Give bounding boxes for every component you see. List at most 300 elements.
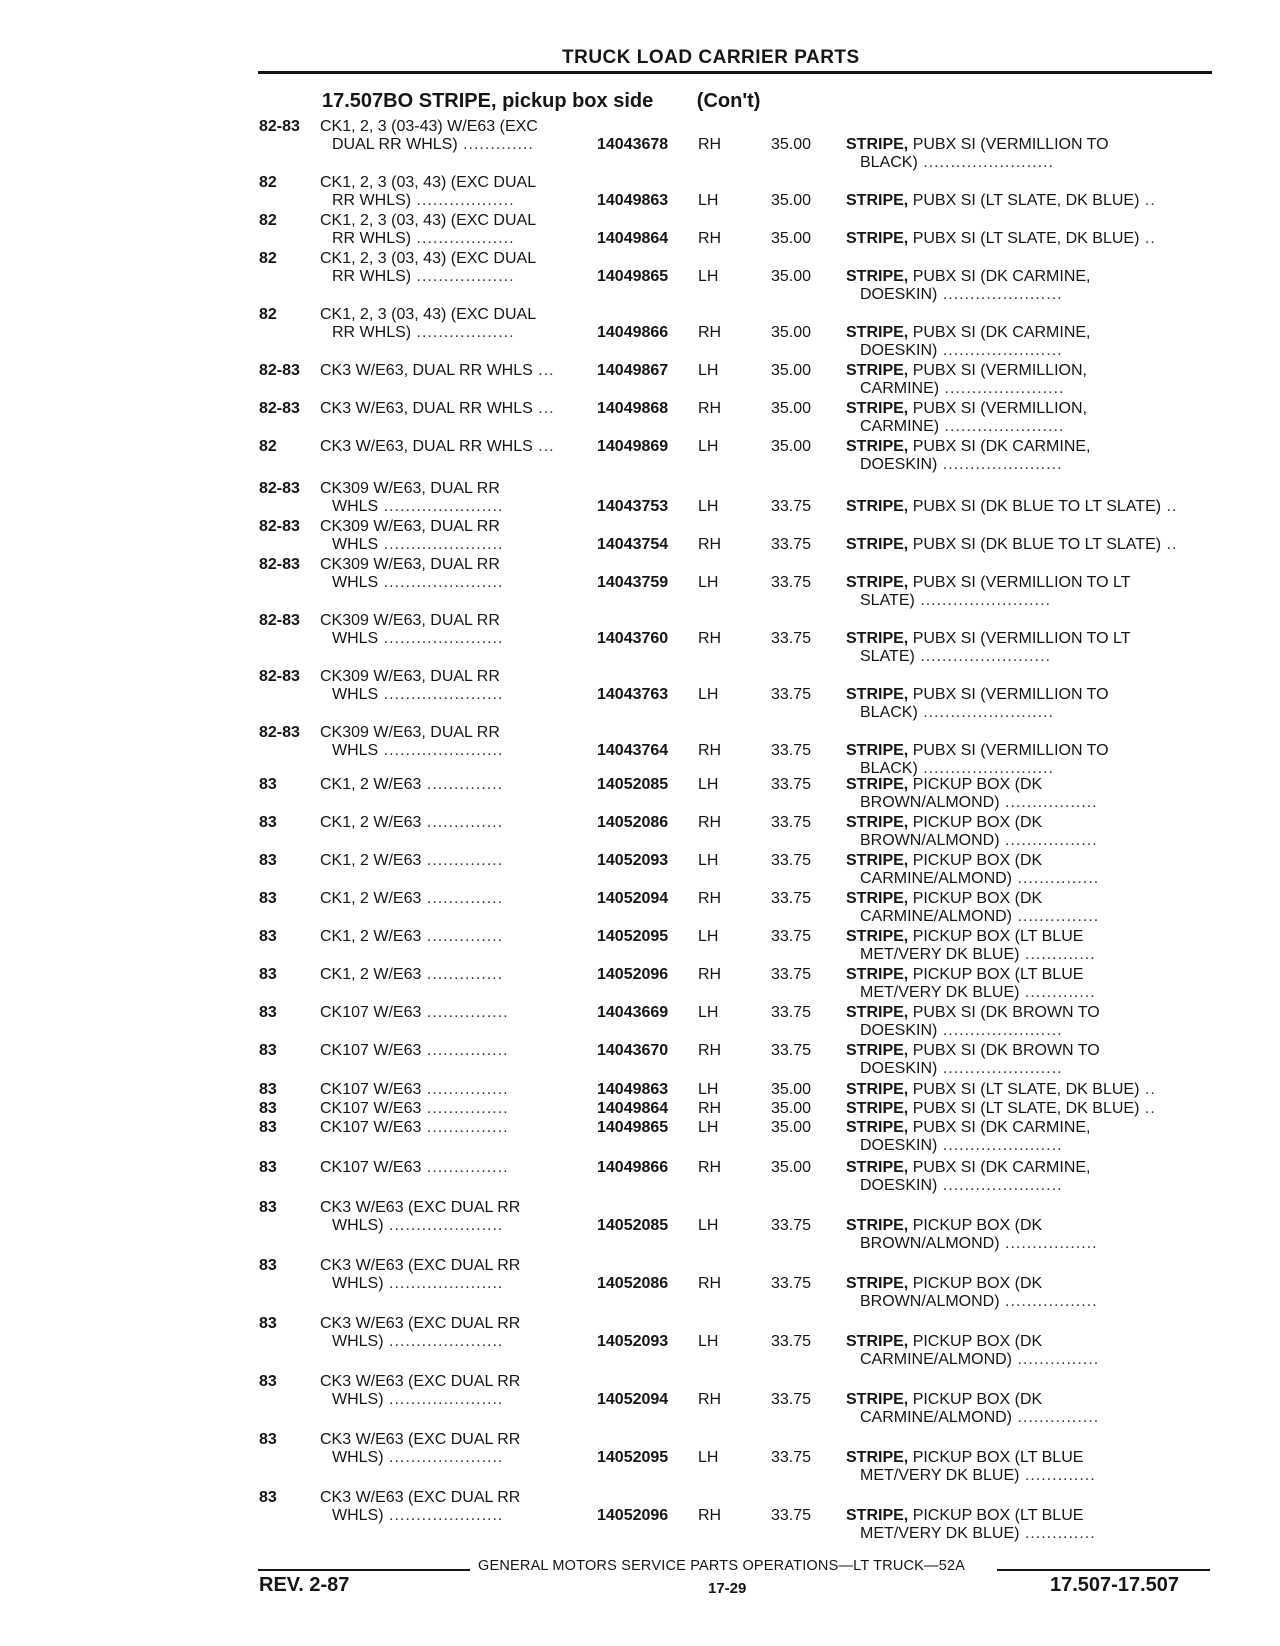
application-line: WHLS)	[332, 1507, 384, 1524]
description-line: MET/VERY DK BLUE)	[860, 984, 1020, 1001]
description-line: BROWN/ALMOND)	[860, 1293, 1000, 1310]
leader-dots: ..	[1139, 1081, 1156, 1098]
price: 33.75	[771, 1217, 812, 1234]
part-number: 14052086	[597, 814, 669, 831]
table-row	[0, 1489, 1280, 1542]
description-keyword: STRIPE,	[846, 362, 909, 379]
application	[320, 966, 584, 984]
price: 33.75	[771, 1507, 812, 1524]
model-year: 82	[259, 306, 277, 323]
price: 33.75	[771, 742, 812, 759]
side-code: LH	[698, 928, 719, 945]
description-line: PUBX SI (LT SLATE, DK BLUE)	[912, 1081, 1140, 1098]
application	[320, 612, 584, 648]
model-year: 82-83	[259, 518, 300, 535]
application-line: CK1, 2 W/E63	[320, 966, 422, 983]
price: 33.75	[771, 966, 812, 983]
price: 33.75	[771, 1004, 812, 1021]
leader-dots: ..	[1139, 192, 1156, 209]
description-line: MET/VERY DK BLUE)	[860, 946, 1020, 963]
leader-dots: ...............	[421, 1159, 509, 1176]
page-title: TRUCK LOAD CARRIER PARTS	[562, 47, 860, 68]
description	[846, 1507, 1212, 1543]
model-year: 83	[259, 1315, 277, 1332]
description-line: PICKUP BOX (DK	[912, 1333, 1043, 1350]
application	[320, 1100, 584, 1118]
table-row	[0, 250, 1280, 303]
application-line: WHLS)	[332, 1449, 384, 1466]
description-keyword: STRIPE,	[846, 1391, 909, 1408]
leader-dots: .............	[1019, 946, 1096, 963]
description-line: PUBX SI (DK CARMINE,	[912, 1119, 1091, 1136]
leader-dots: ......................	[939, 380, 1065, 397]
application-line: WHLS)	[332, 1275, 384, 1292]
application	[320, 1489, 584, 1525]
side-code: LH	[698, 686, 719, 703]
application-line: WHLS)	[332, 1391, 384, 1408]
description	[846, 1119, 1212, 1155]
application-line: CK1, 2 W/E63	[320, 852, 422, 869]
description-keyword: STRIPE,	[846, 966, 909, 983]
leader-dots: ..............	[421, 814, 504, 831]
price: 35.00	[771, 324, 812, 341]
application-line: WHLS	[332, 686, 379, 703]
table-row	[0, 1431, 1280, 1484]
side-code: RH	[698, 890, 722, 907]
model-year: 82-83	[259, 118, 300, 135]
application-line: CK3 W/E63 (EXC DUAL RR	[320, 1257, 521, 1274]
continued-label: (Con't)	[696, 90, 761, 112]
description-keyword: STRIPE,	[846, 1119, 909, 1136]
application-line: CK1, 2, 3 (03, 43) (EXC DUAL	[320, 174, 537, 191]
description	[846, 890, 1212, 926]
model-year: 83	[259, 1199, 277, 1216]
part-number: 14049865	[597, 268, 669, 285]
leader-dots: ...............	[1012, 870, 1100, 887]
model-year: 83	[259, 1257, 277, 1274]
application-line: CK3 W/E63, DUAL RR WHLS	[320, 400, 533, 417]
side-code: RH	[698, 742, 722, 759]
description-line: PICKUP BOX (DK	[912, 1275, 1043, 1292]
table-row	[0, 668, 1280, 721]
description-keyword: STRIPE,	[846, 574, 909, 591]
description-line: DOESKIN)	[860, 286, 938, 303]
side-code: RH	[698, 1275, 722, 1292]
table-row	[0, 1257, 1280, 1310]
model-year: 83	[259, 1042, 277, 1059]
application-line: CK309 W/E63, DUAL RR	[320, 556, 500, 573]
side-code: LH	[698, 362, 719, 379]
leader-dots: ...............	[1012, 1351, 1100, 1368]
description-line: PICKUP BOX (LT BLUE	[912, 928, 1084, 945]
application	[320, 518, 584, 554]
application	[320, 852, 584, 870]
side-code: LH	[698, 1004, 719, 1021]
description-line: SLATE)	[860, 648, 915, 665]
description-keyword: STRIPE,	[846, 776, 909, 793]
description-keyword: STRIPE,	[846, 890, 909, 907]
part-number: 14049868	[597, 400, 669, 417]
description-line: BLACK)	[860, 760, 918, 777]
description-line: PUBX SI (DK BLUE TO LT SLATE)	[912, 498, 1162, 515]
description-line: PUBX SI (DK BROWN TO	[912, 1004, 1100, 1021]
description-keyword: STRIPE,	[846, 1042, 909, 1059]
description	[846, 400, 1212, 436]
model-year: 83	[259, 852, 277, 869]
model-year: 83	[259, 776, 277, 793]
description-line: MET/VERY DK BLUE)	[860, 1467, 1020, 1484]
description-line: PICKUP BOX (LT BLUE	[912, 1507, 1084, 1524]
application-line: WHLS	[332, 536, 379, 553]
price: 33.75	[771, 574, 812, 591]
description-keyword: STRIPE,	[846, 1333, 909, 1350]
leader-dots: .....................	[383, 1275, 504, 1292]
application	[320, 1159, 584, 1177]
description	[846, 498, 1212, 516]
description-keyword: STRIPE,	[846, 1217, 909, 1234]
side-code: RH	[698, 400, 722, 417]
part-number: 14052085	[597, 776, 669, 793]
leader-dots: .....................	[383, 1507, 504, 1524]
price: 33.75	[771, 498, 812, 515]
application	[320, 776, 584, 794]
leader-dots: .................	[999, 794, 1098, 811]
leader-dots: ..............	[421, 890, 504, 907]
side-code: LH	[698, 1119, 719, 1136]
model-year: 83	[259, 1119, 277, 1136]
description	[846, 136, 1212, 172]
application	[320, 480, 584, 516]
part-number: 14052095	[597, 928, 669, 945]
description-line: BROWN/ALMOND)	[860, 794, 1000, 811]
description-line: PUBX SI (VERMILLION TO	[912, 686, 1109, 703]
description-line: BROWN/ALMOND)	[860, 832, 1000, 849]
application-line: RR WHLS)	[332, 230, 412, 247]
leader-dots: ......................	[937, 286, 1063, 303]
description-line: PUBX SI (DK CARMINE,	[912, 438, 1091, 455]
description-line: BLACK)	[860, 154, 918, 171]
description	[846, 268, 1212, 304]
description	[846, 1159, 1212, 1195]
description-line: PICKUP BOX (DK	[912, 814, 1043, 831]
side-code: LH	[698, 1449, 719, 1466]
price: 33.75	[771, 630, 812, 647]
model-year: 82-83	[259, 612, 300, 629]
description	[846, 1217, 1212, 1253]
application	[320, 668, 584, 704]
application-line: WHLS	[332, 630, 379, 647]
description-line: PUBX SI (VERMILLION TO LT	[912, 630, 1131, 647]
table-row	[0, 1315, 1280, 1368]
description-keyword: STRIPE,	[846, 438, 909, 455]
leader-dots: ..	[1139, 230, 1156, 247]
leader-dots: ..............	[421, 966, 504, 983]
description-line: PUBX SI (VERMILLION TO	[912, 742, 1109, 759]
model-year: 83	[259, 1100, 277, 1117]
description-line: PUBX SI (DK CARMINE,	[912, 324, 1091, 341]
price: 35.00	[771, 362, 812, 379]
section-name: STRIPE, pickup box side	[418, 90, 654, 112]
price: 35.00	[771, 1119, 812, 1136]
price: 35.00	[771, 1081, 812, 1098]
side-code: RH	[698, 536, 722, 553]
price: 33.75	[771, 1275, 812, 1292]
description	[846, 1391, 1212, 1427]
application	[320, 438, 584, 456]
leader-dots: .....................	[383, 1217, 504, 1234]
leader-dots: ......................	[378, 574, 504, 591]
description-keyword: STRIPE,	[846, 630, 909, 647]
description	[846, 1275, 1212, 1311]
description-keyword: STRIPE,	[846, 1507, 909, 1524]
part-number: 14043759	[597, 574, 669, 591]
description-line: PUBX SI (VERMILLION TO	[912, 136, 1109, 153]
leader-dots: ...............	[421, 1081, 509, 1098]
application-line: CK309 W/E63, DUAL RR	[320, 668, 500, 685]
description-line: SLATE)	[860, 592, 915, 609]
application	[320, 212, 584, 248]
model-year: 82	[259, 212, 277, 229]
application-line: WHLS)	[332, 1217, 384, 1234]
description-keyword: STRIPE,	[846, 1159, 909, 1176]
side-code: LH	[698, 1081, 719, 1098]
side-code: LH	[698, 438, 719, 455]
leader-dots: ...............	[1012, 908, 1100, 925]
application	[320, 400, 584, 418]
price: 35.00	[771, 400, 812, 417]
leader-dots: ........................	[917, 154, 1054, 171]
description-line: DOESKIN)	[860, 342, 938, 359]
model-year: 82-83	[259, 480, 300, 497]
description-keyword: STRIPE,	[846, 136, 909, 153]
side-code: RH	[698, 1159, 722, 1176]
leader-dots: ...	[532, 438, 555, 455]
price: 33.75	[771, 1333, 812, 1350]
description-line: PUBX SI (DK BROWN TO	[912, 1042, 1100, 1059]
description	[846, 776, 1212, 812]
leader-dots: ...	[532, 362, 555, 379]
price: 35.00	[771, 1100, 812, 1117]
table-row	[0, 724, 1280, 777]
application	[320, 362, 584, 380]
leader-dots: ...............	[421, 1004, 509, 1021]
footer-rule-right	[997, 1569, 1210, 1571]
side-code: LH	[698, 574, 719, 591]
leader-dots: ...............	[421, 1100, 509, 1117]
side-code: RH	[698, 230, 722, 247]
footer-page-number: 17-29	[708, 1580, 747, 1597]
side-code: LH	[698, 1333, 719, 1350]
part-number: 14052086	[597, 1275, 669, 1292]
application	[320, 1081, 584, 1099]
leader-dots: ..............	[421, 928, 504, 945]
part-number: 14052095	[597, 1449, 669, 1466]
description-line: DOESKIN)	[860, 1177, 938, 1194]
part-number: 14043754	[597, 536, 669, 553]
price: 35.00	[771, 268, 812, 285]
model-year: 82-83	[259, 724, 300, 741]
leader-dots: ........................	[914, 592, 1051, 609]
description	[846, 324, 1212, 360]
model-year: 83	[259, 1081, 277, 1098]
description-line: MET/VERY DK BLUE)	[860, 1525, 1020, 1542]
description	[846, 686, 1212, 722]
leader-dots: ...	[532, 400, 555, 417]
price: 35.00	[771, 136, 812, 153]
description	[846, 438, 1212, 474]
description-line: DOESKIN)	[860, 1137, 938, 1154]
description-line: PUBX SI (DK CARMINE,	[912, 268, 1091, 285]
side-code: LH	[698, 776, 719, 793]
part-number: 14052093	[597, 1333, 669, 1350]
description-line: PUBX SI (DK CARMINE,	[912, 1159, 1091, 1176]
model-year: 82-83	[259, 400, 300, 417]
price: 35.00	[771, 438, 812, 455]
application-line: CK309 W/E63, DUAL RR	[320, 480, 500, 497]
description-line: PICKUP BOX (DK	[912, 1391, 1043, 1408]
price: 33.75	[771, 890, 812, 907]
description	[846, 362, 1212, 398]
application-line: CK1, 2, 3 (03, 43) (EXC DUAL	[320, 250, 537, 267]
description	[846, 230, 1212, 248]
application-line: CK3 W/E63, DUAL RR WHLS	[320, 438, 533, 455]
description-line: BLACK)	[860, 704, 918, 721]
description-keyword: STRIPE,	[846, 686, 909, 703]
price: 35.00	[771, 230, 812, 247]
model-year: 83	[259, 1373, 277, 1390]
leader-dots: .....................	[383, 1449, 504, 1466]
leader-dots: ......................	[378, 536, 504, 553]
application-line: WHLS	[332, 498, 379, 515]
part-number: 14043753	[597, 498, 669, 515]
price: 33.75	[771, 852, 812, 869]
section-number: 17.507BO	[322, 90, 414, 112]
part-number: 14049863	[597, 192, 669, 209]
part-number: 14052085	[597, 1217, 669, 1234]
description	[846, 1333, 1212, 1369]
description	[846, 966, 1212, 1002]
table-row	[0, 118, 1280, 171]
leader-dots: ........................	[917, 760, 1054, 777]
part-number: 14049866	[597, 1159, 669, 1176]
leader-dots: ........................	[917, 704, 1054, 721]
table-row	[0, 438, 1280, 482]
application	[320, 556, 584, 592]
application-line: CK309 W/E63, DUAL RR	[320, 724, 500, 741]
description-line: DOESKIN)	[860, 1060, 938, 1077]
leader-dots: ......................	[937, 342, 1063, 359]
application-line: WHLS	[332, 574, 379, 591]
description	[846, 814, 1212, 850]
price: 33.75	[771, 1449, 812, 1466]
application	[320, 1004, 584, 1022]
table-row	[0, 1199, 1280, 1252]
application-line: CK309 W/E63, DUAL RR	[320, 518, 500, 535]
table-row	[0, 1159, 1280, 1203]
description-line: PUBX SI (LT SLATE, DK BLUE)	[912, 192, 1140, 209]
description-line: PICKUP BOX (LT BLUE	[912, 1449, 1084, 1466]
price: 35.00	[771, 192, 812, 209]
description-keyword: STRIPE,	[846, 1081, 909, 1098]
application	[320, 118, 584, 154]
part-number: 14052094	[597, 1391, 669, 1408]
description-keyword: STRIPE,	[846, 1004, 909, 1021]
description-keyword: STRIPE,	[846, 230, 909, 247]
table-row	[0, 556, 1280, 609]
model-year: 83	[259, 1004, 277, 1021]
description-line: CARMINE/ALMOND)	[860, 870, 1013, 887]
application-line: CK3 W/E63 (EXC DUAL RR	[320, 1431, 521, 1448]
side-code: RH	[698, 324, 722, 341]
application-line: WHLS	[332, 742, 379, 759]
leader-dots: ..................	[411, 230, 515, 247]
model-year: 83	[259, 890, 277, 907]
side-code: LH	[698, 852, 719, 869]
leader-dots: ...............	[1012, 1409, 1100, 1426]
description-keyword: STRIPE,	[846, 498, 909, 515]
model-year: 83	[259, 1431, 277, 1448]
price: 33.75	[771, 814, 812, 831]
description-keyword: STRIPE,	[846, 928, 909, 945]
leader-dots: .................	[999, 1293, 1098, 1310]
application-line: CK1, 2, 3 (03, 43) (EXC DUAL	[320, 212, 537, 229]
leader-dots: ..................	[411, 192, 515, 209]
description-line: DOESKIN)	[860, 456, 938, 473]
description-keyword: STRIPE,	[846, 268, 909, 285]
description-line: CARMINE)	[860, 418, 940, 435]
leader-dots: ......................	[378, 630, 504, 647]
leader-dots: ......................	[937, 1022, 1063, 1039]
description-line: PICKUP BOX (DK	[912, 890, 1043, 907]
leader-dots: ..................	[411, 324, 515, 341]
description-keyword: STRIPE,	[846, 400, 909, 417]
description-keyword: STRIPE,	[846, 742, 909, 759]
application-line: CK1, 2, 3 (03-43) W/E63 (EXC	[320, 118, 538, 135]
leader-dots: .............	[457, 136, 534, 153]
table-row	[0, 306, 1280, 359]
price: 33.75	[771, 928, 812, 945]
application	[320, 1315, 584, 1351]
part-number: 14052094	[597, 890, 669, 907]
leader-dots: ......................	[937, 1060, 1063, 1077]
leader-dots: ......................	[937, 456, 1063, 473]
model-year: 83	[259, 1489, 277, 1506]
application-line: CK107 W/E63	[320, 1042, 422, 1059]
model-year: 83	[259, 814, 277, 831]
table-row	[0, 612, 1280, 665]
application	[320, 890, 584, 908]
description	[846, 1449, 1212, 1485]
description-line: CARMINE/ALMOND)	[860, 908, 1013, 925]
leader-dots: ......................	[939, 418, 1065, 435]
description-line: DOESKIN)	[860, 1022, 938, 1039]
leader-dots: .............	[1019, 1525, 1096, 1542]
part-number: 14043763	[597, 686, 669, 703]
part-number: 14043670	[597, 1042, 669, 1059]
part-number: 14052093	[597, 852, 669, 869]
leader-dots: ...............	[421, 1119, 509, 1136]
description-keyword: STRIPE,	[846, 1275, 909, 1292]
leader-dots: .....................	[383, 1333, 504, 1350]
model-year: 82-83	[259, 668, 300, 685]
application	[320, 174, 584, 210]
side-code: LH	[698, 498, 719, 515]
application	[320, 724, 584, 760]
application	[320, 1042, 584, 1060]
description-line: PICKUP BOX (LT BLUE	[912, 966, 1084, 983]
description-keyword: STRIPE,	[846, 1100, 909, 1117]
table-row	[0, 1119, 1280, 1163]
